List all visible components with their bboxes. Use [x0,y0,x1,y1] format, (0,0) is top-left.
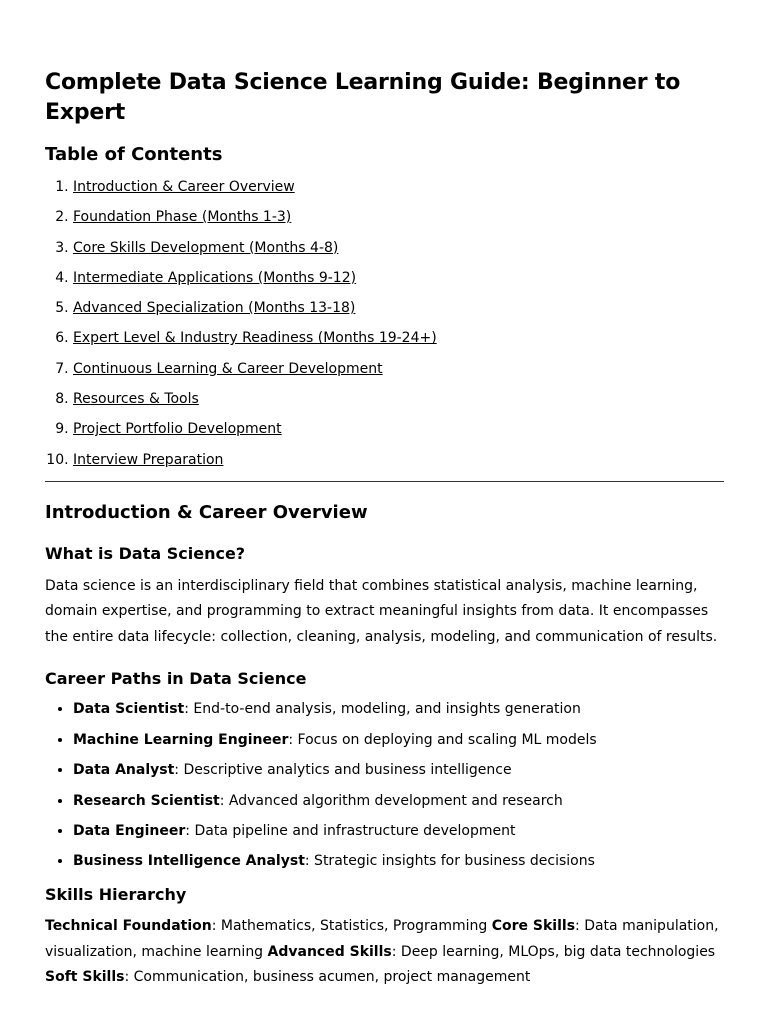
career-description: : Data pipeline and infrastructure development [185,823,516,840]
list-item [73,761,724,779]
career-description: : Advanced algorithm development and research [219,792,563,809]
toc-link-expert[interactable]: Expert Level & Industry Readiness (Months 19-24+) [73,330,437,347]
toc-link-interview[interactable]: Interview Preparation [73,451,224,468]
toc-heading: Table of Contents [45,144,223,165]
toc-item [73,420,724,438]
career-description: : Descriptive analytics and business intelligence [174,762,512,779]
toc-link-introduction[interactable]: Introduction & Career Overview [73,179,295,195]
paragraph-definition: Data science is an interdisciplinary field that combines statistical analysis, machine learning, domain expertise, and programming to extract meaningful insights from data. It encompasses the entire data lifecycle: collection, cleaning, analysis, modeling, and communication of results. [45,577,718,645]
toc-item [73,178,724,196]
toc-item [73,299,724,317]
skill-label: Soft Skills [45,969,125,986]
list-item [73,822,724,840]
toc-link-core-skills[interactable]: Core Skills Development (Months 4-8) [73,239,339,256]
skill-label: Core Skills [491,918,576,935]
section-divider [45,481,724,482]
skill-label: Technical Foundation [45,918,212,935]
career-description: : End-to-end analysis, modeling, and insights generation [184,701,581,718]
career-role: Business Intelligence Analyst [73,853,305,870]
page-title: Complete Data Science Learning Guide: Beginner to Expert [45,70,681,125]
subheading-career-paths: Career Paths in Data Science [45,669,307,689]
skill-text: : Communication, business acumen, project management [124,969,531,986]
toc-link-continuous-learning[interactable]: Continuous Learning & Career Development [73,360,383,377]
toc-item [73,451,724,469]
career-role: Machine Learning Engineer [73,731,289,748]
paragraph-skills-hierarchy [45,914,724,991]
career-role: Research Scientist [73,792,220,809]
toc-item [73,239,724,257]
toc-link-intermediate[interactable]: Intermediate Applications (Months 9-12) [73,269,357,286]
career-role: Data Analyst [73,762,175,779]
toc-item [73,390,724,408]
toc-link-resources[interactable]: Resources & Tools [73,391,199,408]
skill-text: : Data manipulation, visualization, machine learning [45,918,719,960]
skill-label: Advanced Skills [267,943,392,960]
toc-item [73,360,724,378]
list-item [73,731,724,749]
toc-link-advanced[interactable]: Advanced Specialization (Months 13-18) [73,300,356,317]
list-item [73,852,724,870]
toc-link-foundation[interactable]: Foundation Phase (Months 1-3) [73,209,292,226]
career-description: : Strategic insights for business decisions [304,853,595,870]
skill-text: : Deep learning, MLOps, big data technologies [391,943,716,960]
list-item [73,792,724,810]
career-paths-list [45,700,724,870]
table-of-contents [45,178,724,469]
career-description: : Focus on deploying and scaling ML models [288,731,597,748]
toc-item [73,329,724,347]
list-item [73,700,724,718]
section-heading-introduction: Introduction & Career Overview [45,501,368,523]
subheading-what-is-data-science: What is Data Science? [45,543,246,563]
skill-text: : Mathematics, Statistics, Programming [211,918,492,935]
toc-item [73,208,724,226]
career-role: Data Scientist [73,701,185,718]
toc-link-portfolio[interactable]: Project Portfolio Development [73,421,282,438]
toc-item [73,269,724,287]
career-role: Data Engineer [73,823,186,840]
subheading-skills-hierarchy: Skills Hierarchy [45,885,187,905]
